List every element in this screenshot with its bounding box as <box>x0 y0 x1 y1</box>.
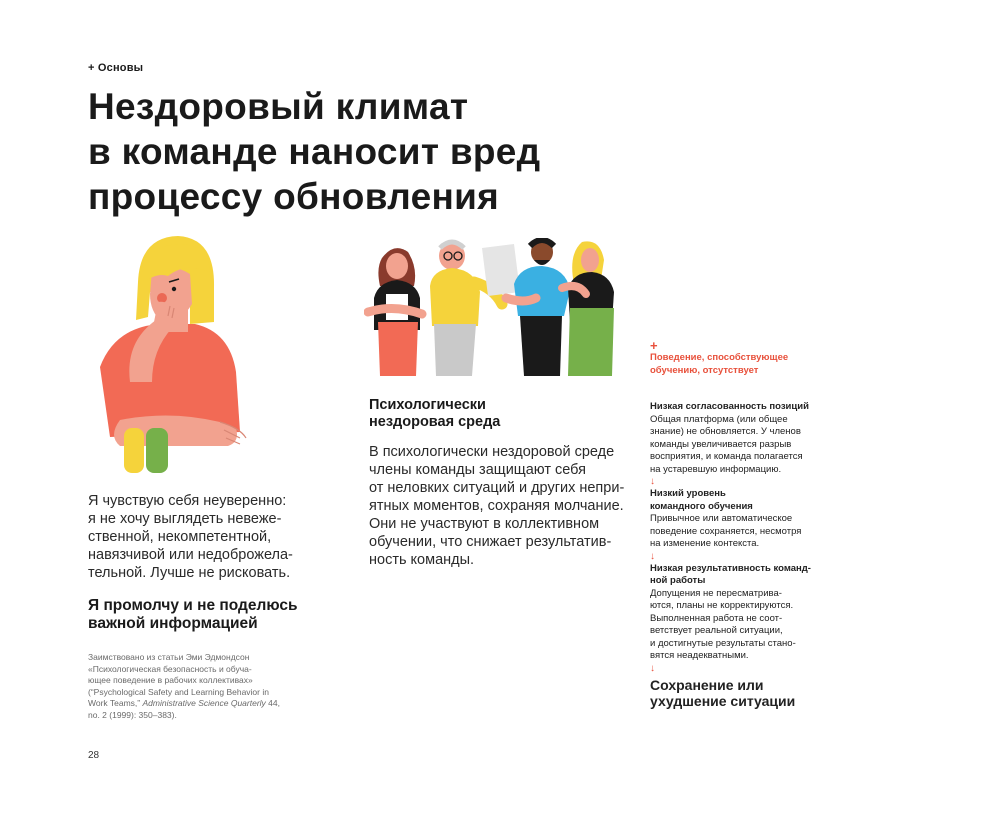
body-line: ность команды. <box>369 552 475 568</box>
heading-line: Психологически <box>369 397 486 413</box>
block-text: Общая платформа (или общее <box>650 413 788 425</box>
source-text: 44, <box>268 698 280 708</box>
title-line: процессу обновления <box>88 176 500 217</box>
block-text: на устаревшую информацию. <box>650 463 782 475</box>
block-text: ветствует реальной ситуации, <box>650 625 783 636</box>
block-text: и достигнутые результаты стано- <box>650 637 796 649</box>
quote-line: я не хочу выглядеть невеже- <box>88 511 282 527</box>
middle-body <box>369 443 624 569</box>
emphasis-statement <box>88 597 298 633</box>
block-heading: Низкий уровень <box>650 488 726 499</box>
source-citation <box>88 652 280 721</box>
down-arrow-icon: ↓ <box>650 662 655 674</box>
feeling-quote <box>88 492 318 582</box>
source-line: ющее поведение в рабочих коллективах» <box>88 675 253 685</box>
block-text: восприятия, и команда полагается <box>650 451 803 462</box>
source-line: (“Psychological Safety and Learning Behavior in <box>88 686 269 697</box>
source-line: Заимствовано из статьи Эми Эдмондсон <box>88 652 250 662</box>
final-outcome-line: ухудшение ситуации <box>650 692 796 709</box>
block-heading: Низкая результативность команд- <box>650 562 811 574</box>
middle-heading <box>369 397 500 431</box>
block-heading: ной работы <box>650 575 706 586</box>
page-number: 28 <box>88 750 100 761</box>
body-line: от неловких ситуаций и других непри- <box>369 480 625 496</box>
flow-heading-line: Поведение, способствующее <box>650 352 789 363</box>
quote-line: ственной, некомпетентной, <box>88 529 272 545</box>
consequence-flow <box>650 340 840 709</box>
block-text: поведение сохраняется, несмотря <box>650 525 802 537</box>
source-line: no. 2 (1999): 350–383). <box>88 709 177 720</box>
source-text: Work Teams,” <box>88 698 141 708</box>
block-text: Привычное или автоматическое <box>650 513 793 524</box>
block-text: ются, планы не корректируются. <box>650 600 794 611</box>
block-text: на изменение контекста. <box>650 538 760 549</box>
body-line: В психологически нездоровой среде <box>369 444 615 460</box>
group-illustration <box>364 238 629 378</box>
spacer <box>650 377 840 401</box>
block-heading: командного обучения <box>650 500 753 512</box>
quote-line: Я чувствую себя неуверенно: <box>88 493 287 509</box>
down-arrow-icon: ↓ <box>650 550 655 562</box>
emphasis-line: важной информацией <box>88 615 258 632</box>
quote-line: тельной. Лучше не рисковать. <box>88 565 291 581</box>
flow-heading-line: обучению, отсутствует <box>650 364 759 376</box>
down-arrow-icon: ↓ <box>650 476 655 487</box>
source-line: «Психологическая безопасность и обуча- <box>88 663 252 674</box>
plus-marker: + <box>650 338 658 353</box>
emphasis-line: Я промолчу и не поделюсь <box>88 597 298 614</box>
section-label: + Основы <box>88 62 144 74</box>
final-outcome-line: Сохранение или <box>650 676 764 693</box>
block-text: Допущения не пересматрива- <box>650 587 782 599</box>
block-text: знание) не обновляется. У членов <box>650 426 801 437</box>
heading-line: нездоровая среда <box>369 414 501 430</box>
page-title <box>88 84 648 219</box>
body-line: обучении, что снижает результатив- <box>369 534 612 550</box>
source-line <box>88 698 280 710</box>
thinking-woman-illustration <box>90 232 250 477</box>
title-line: в команде наносит вред <box>88 131 541 172</box>
title-line: Нездоровый климат <box>88 86 469 127</box>
block-text: команды увеличивается разрыв <box>650 438 792 450</box>
body-line: члены команды защищают себя <box>369 462 587 478</box>
body-line: Они не участвуют в коллективном <box>369 516 600 532</box>
body-line: ятных моментов, сохраняя молчание. <box>369 498 624 514</box>
block-heading: Низкая согласованность позиций <box>650 401 809 412</box>
block-text: Выполненная работа не соот- <box>650 612 783 624</box>
journal-name: Administrative Science Quarterly <box>142 698 266 708</box>
block-text: вятся неадекватными. <box>650 650 749 661</box>
quote-line: навязчивой или недоброжела- <box>88 547 293 563</box>
